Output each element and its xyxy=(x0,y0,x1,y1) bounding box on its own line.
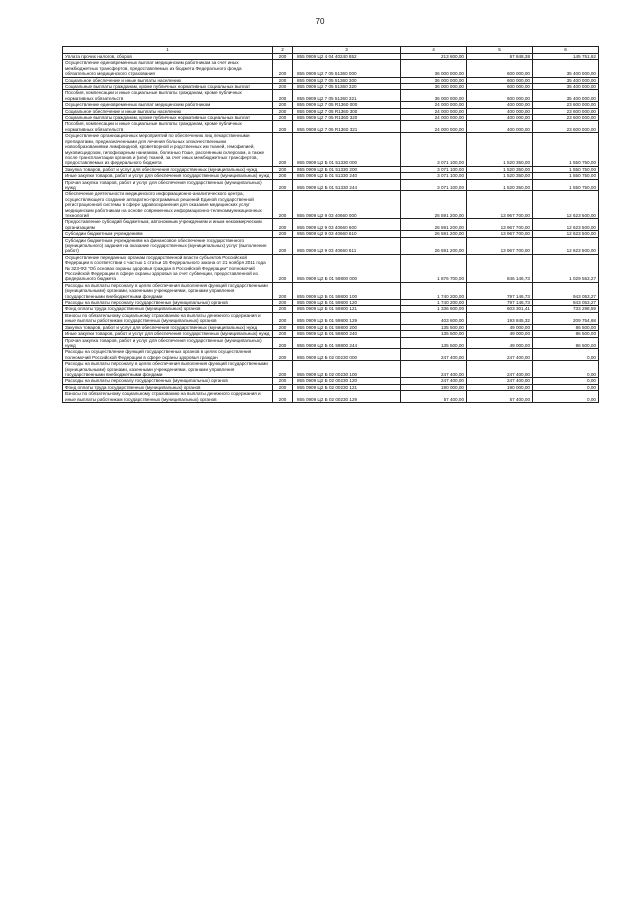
budget-code-cell: 855 0909 Ц2 Б 01 59800 244 xyxy=(293,337,401,349)
amount-cell: 23 600 000,00 xyxy=(533,115,599,121)
budget-code-cell: 855 0909 Ц2 7 05 51360 300 xyxy=(293,77,401,83)
group-code-cell: 200 xyxy=(273,77,293,83)
table-row xyxy=(63,102,599,108)
group-code-cell: 200 xyxy=(273,84,293,90)
group-code-cell: 200 xyxy=(273,384,293,390)
amount-cell: 3 071 100,00 xyxy=(401,166,467,172)
table-row xyxy=(63,349,599,361)
amount-cell: 3 071 100,00 xyxy=(401,173,467,179)
amount-cell: 400 000,00 xyxy=(467,121,533,133)
group-code-cell: 200 xyxy=(273,231,293,237)
expense-name-cell: Фонд оплаты труда государственных (муниципальных) органов xyxy=(63,384,273,390)
amount-cell: 13 967 700,00 xyxy=(467,231,533,237)
amount-cell: 12 623 500,00 xyxy=(533,231,599,237)
amount-cell: 35 400 000,00 xyxy=(533,90,599,102)
budget-code-cell: 855 0909 Ц2 Б 01 51330 240 xyxy=(293,173,401,179)
expense-name-cell: Социальные выплаты гражданам, кроме публичных нормативных социальных выплат xyxy=(63,115,273,121)
amount-cell: 603 301,41 xyxy=(467,306,533,312)
budget-code-cell: 855 0909 Ц2 7 05 R1360 300 xyxy=(293,108,401,114)
group-code-cell: 200 xyxy=(273,306,293,312)
column-number: 4 xyxy=(401,47,467,54)
amount-cell: 600 000,00 xyxy=(467,90,533,102)
amount-cell: 23 600 000,00 xyxy=(533,102,599,108)
amount-cell: 0,00 xyxy=(533,391,599,403)
amount-cell: 135 500,00 xyxy=(401,337,467,349)
amount-cell: 1 876 700,00 xyxy=(401,254,467,282)
budget-table-body xyxy=(63,47,599,403)
amount-cell: 400 000,00 xyxy=(467,108,533,114)
expense-name-cell: Субсидии бюджетным учреждениям на финансовое обеспечение государственного (муниципального) задания на оказание государственных (муниципальных) услуг (выполнение работ) xyxy=(63,237,273,254)
budget-code-cell: 855 0909 Ц2 7 05 51360 321 xyxy=(293,90,401,102)
amount-cell: 86 500,00 xyxy=(533,324,599,330)
budget-code-cell: 855 0909 Ц2 7 05 R1360 320 xyxy=(293,115,401,121)
table-row xyxy=(63,90,599,102)
amount-cell: 0,00 xyxy=(533,384,599,390)
amount-cell: 247 400,00 xyxy=(467,361,533,378)
amount-cell: 1 740 200,00 xyxy=(401,282,467,299)
amount-cell: 12 623 500,00 xyxy=(533,237,599,254)
budget-code-cell: 855 0909 Ц2 Б 01 59800 100 xyxy=(293,282,401,299)
budget-table xyxy=(62,46,599,403)
table-row xyxy=(63,282,599,299)
amount-cell: 135 500,00 xyxy=(401,331,467,337)
amount-cell: 400 000,00 xyxy=(467,115,533,121)
budget-code-cell: 855 0909 Ц2 7 05 51360 000 xyxy=(293,60,401,77)
amount-cell: 1 520 350,00 xyxy=(467,133,533,166)
group-code-cell: 200 xyxy=(273,237,293,254)
expense-name-cell: Взносы по обязательному социальному страхованию на выплаты денежного содержания и иные выплаты работникам государственных (муниципальных) органов xyxy=(63,391,273,403)
column-number: 2 xyxy=(273,47,293,54)
expense-name-cell: Социальное обеспечение и иные выплаты населению xyxy=(63,108,273,114)
budget-code-cell: 855 0909 Ц2 Б 02 00230 129 xyxy=(293,391,401,403)
amount-cell: 600 000,00 xyxy=(467,77,533,83)
group-code-cell: 200 xyxy=(273,166,293,172)
amount-cell: 12 623 500,00 xyxy=(533,191,599,219)
amount-cell: 943 053,27 xyxy=(533,300,599,306)
table-row xyxy=(63,378,599,384)
amount-cell: 57 400,00 xyxy=(467,391,533,403)
expense-name-cell: Расходы на осуществление функций государственных органов в целях осуществления полномочий Российской Федерации в сфере охраны здоровья граждан xyxy=(63,349,273,361)
expense-name-cell: Прочая закупка товаров, работ и услуг для обеспечения государственных (муниципальных) нужд xyxy=(63,179,273,191)
group-code-cell: 200 xyxy=(273,90,293,102)
budget-code-cell: 855 0909 Ц2 9 03 40660 611 xyxy=(293,237,401,254)
group-code-cell: 200 xyxy=(273,108,293,114)
group-code-cell: 200 xyxy=(273,60,293,77)
amount-cell: 145 751,62 xyxy=(533,54,599,60)
amount-cell: 1 550 750,00 xyxy=(533,179,599,191)
budget-code-cell: 855 0909 Ц2 Б 02 00230 100 xyxy=(293,361,401,378)
group-code-cell: 200 xyxy=(273,361,293,378)
table-row xyxy=(63,108,599,114)
expense-name-cell: Иные закупки товаров, работ и услуг для обеспечения государственных (муниципальных) нужд xyxy=(63,331,273,337)
budget-code-cell: 855 0909 Ц2 9 03 40660 610 xyxy=(293,231,401,237)
table-row xyxy=(63,173,599,179)
amount-cell: 943 053,27 xyxy=(533,282,599,299)
expense-name-cell: Расходы на выплаты персоналу в целях обеспечения выполнения функций государственными (муниципальными) органами, казенными учреждениями, органами управления государственными внебюджетными фондами xyxy=(63,282,273,299)
table-row xyxy=(63,254,599,282)
amount-cell: 26 591 200,00 xyxy=(401,231,467,237)
table-row xyxy=(63,391,599,403)
group-code-cell: 200 xyxy=(273,102,293,108)
amount-cell: 35 400 000,00 xyxy=(533,60,599,77)
budget-code-cell: 855 0909 Ц2 Б 01 51330 200 xyxy=(293,166,401,172)
group-code-cell: 200 xyxy=(273,331,293,337)
table-row xyxy=(63,324,599,330)
amount-cell: 49 000,00 xyxy=(467,324,533,330)
budget-code-cell: 855 0909 Ц2 Б 02 00230 121 xyxy=(293,384,401,390)
amount-cell: 12 623 500,00 xyxy=(533,219,599,231)
amount-cell: 24 000 000,00 xyxy=(401,115,467,121)
amount-cell: 190 000,00 xyxy=(467,384,533,390)
group-code-cell: 200 xyxy=(273,133,293,166)
amount-cell: 13 967 700,00 xyxy=(467,219,533,231)
table-row xyxy=(63,121,599,133)
amount-cell: 1 550 750,00 xyxy=(533,133,599,166)
amount-cell: 193 845,32 xyxy=(467,312,533,324)
amount-cell: 1 520 350,00 xyxy=(467,173,533,179)
table-row xyxy=(63,300,599,306)
table-row xyxy=(63,179,599,191)
amount-cell: 400 000,00 xyxy=(467,102,533,108)
expense-name-cell: Предоставление субсидий бюджетным, автономным учреждениям и иным некоммерческим организациям xyxy=(63,219,273,231)
budget-code-cell: 855 0909 Ц2 Б 01 59800 200 xyxy=(293,324,401,330)
table-row xyxy=(63,166,599,172)
amount-cell: 247 400,00 xyxy=(401,378,467,384)
amount-cell: 36 000 000,00 xyxy=(401,90,467,102)
budget-code-cell: 855 0909 Ц2 Б 01 59800 000 xyxy=(293,254,401,282)
expense-name-cell: Закупка товаров, работ и услуг для обеспечения государственных (муниципальных) нужд xyxy=(63,324,273,330)
amount-cell: 35 400 000,00 xyxy=(533,77,599,83)
amount-cell: 36 000 000,00 xyxy=(401,60,467,77)
group-code-cell: 200 xyxy=(273,391,293,403)
amount-cell: 49 000,00 xyxy=(467,337,533,349)
expense-name-cell: Прочая закупка товаров, работ и услуг для обеспечения государственных (муниципальных) нужд xyxy=(63,337,273,349)
amount-cell: 36 000 000,00 xyxy=(401,84,467,90)
expense-name-cell: Осуществление переданных органам государственной власти субъектов Российской Федерации в соответствии с частью 1 статьи 15 Федерального закона от 21 ноября 2011 года № 323-ФЗ "Об основах охраны здоровья граждан в Российской Федерации" полномочий Российской Федерации в сфере охраны здоровья за счет субвенции, предоставленной из федерального бюджета xyxy=(63,254,273,282)
amount-cell: 3 071 100,00 xyxy=(401,133,467,166)
group-code-cell: 200 xyxy=(273,54,293,60)
amount-cell: 13 967 700,00 xyxy=(467,237,533,254)
page-number: 70 xyxy=(315,17,325,26)
amount-cell: 1 520 350,00 xyxy=(467,166,533,172)
amount-cell: 26 591 200,00 xyxy=(401,237,467,254)
group-code-cell: 200 xyxy=(273,179,293,191)
amount-cell: 403 600,00 xyxy=(401,312,467,324)
group-code-cell: 200 xyxy=(273,173,293,179)
expense-name-cell: Социальные выплаты гражданам, кроме публичных нормативных социальных выплат xyxy=(63,84,273,90)
group-code-cell: 200 xyxy=(273,115,293,121)
budget-code-cell: 855 0909 Ц2 Б 01 59800 129 xyxy=(293,312,401,324)
amount-cell: 26 591 200,00 xyxy=(401,191,467,219)
column-number: 6 xyxy=(533,47,599,54)
expense-name-cell: Осуществление единовременных выплат медицинским работникам xyxy=(63,102,273,108)
expense-name-cell: Пособия, компенсации и иные социальные выплаты гражданам, кроме публичных нормативных обязательств xyxy=(63,90,273,102)
table-row xyxy=(63,312,599,324)
amount-cell: 1 550 750,00 xyxy=(533,173,599,179)
amount-cell: 247 400,00 xyxy=(401,361,467,378)
amount-cell: 57 400,00 xyxy=(401,391,467,403)
amount-cell: 36 000 000,00 xyxy=(401,77,467,83)
group-code-cell: 200 xyxy=(273,219,293,231)
expense-name-cell: Фонд оплаты труда государственных (муниципальных) органов xyxy=(63,306,273,312)
amount-cell: 1 550 750,00 xyxy=(533,166,599,172)
expense-name-cell: Субсидии бюджетным учреждениям xyxy=(63,231,273,237)
budget-code-cell: 855 0909 Ц2 9 03 40660 600 xyxy=(293,219,401,231)
amount-cell: 1 029 553,27 xyxy=(533,254,599,282)
amount-cell: 24 000 000,00 xyxy=(401,102,467,108)
amount-cell: 49 000,00 xyxy=(467,331,533,337)
table-row xyxy=(63,219,599,231)
amount-cell: 86 500,00 xyxy=(533,331,599,337)
expense-name-cell: Расходы на выплаты персоналу в целях обеспечения выполнения функций государственными (муниципальными) органами, казенными учреждениями, органами управления государственными внебюджетными фондами xyxy=(63,361,273,378)
table-row xyxy=(63,77,599,83)
budget-code-cell: 855 0909 Ц2 7 05 R1360 321 xyxy=(293,121,401,133)
amount-cell: 247 400,00 xyxy=(467,349,533,361)
expense-name-cell: Пособия, компенсации и иные социальные выплаты гражданам, кроме публичных нормативных обязательств xyxy=(63,121,273,133)
column-number: 1 xyxy=(63,47,273,54)
amount-cell: 600 000,00 xyxy=(467,60,533,77)
group-code-cell: 200 xyxy=(273,282,293,299)
table-row xyxy=(63,361,599,378)
amount-cell: 13 967 700,00 xyxy=(467,191,533,219)
amount-cell: 1 520 350,00 xyxy=(467,179,533,191)
budget-code-cell: 855 0909 Ц2 9 03 40660 000 xyxy=(293,191,401,219)
expense-name-cell: Социальное обеспечение и иные выплаты населению xyxy=(63,77,273,83)
group-code-cell: 200 xyxy=(273,121,293,133)
table-row xyxy=(63,115,599,121)
amount-cell: 600 000,00 xyxy=(467,84,533,90)
amount-cell: 1 336 600,00 xyxy=(401,306,467,312)
budget-code-cell: 855 0909 Ц2 7 05 51360 320 xyxy=(293,84,401,90)
amount-cell: 35 400 000,00 xyxy=(533,84,599,90)
amount-cell: 67 848,38 xyxy=(467,54,533,60)
budget-code-cell: 855 0909 Ц2 Б 01 59800 121 xyxy=(293,306,401,312)
amount-cell: 846 146,73 xyxy=(467,254,533,282)
budget-code-cell: 855 0909 Ц2 Б 01 59800 120 xyxy=(293,300,401,306)
amount-cell: 0,00 xyxy=(533,361,599,378)
amount-cell: 209 754,68 xyxy=(533,312,599,324)
amount-cell: 190 000,00 xyxy=(401,384,467,390)
table-row xyxy=(63,331,599,337)
amount-cell: 23 600 000,00 xyxy=(533,121,599,133)
group-code-cell: 200 xyxy=(273,312,293,324)
group-code-cell: 200 xyxy=(273,337,293,349)
expense-name-cell: Расходы на выплаты персоналу государственных (муниципальных) органов xyxy=(63,300,273,306)
expense-name-cell: Расходы на выплаты персоналу государственных (муниципальных) органов xyxy=(63,378,273,384)
budget-code-cell: 855 0909 Ц2 Б 01 51330 244 xyxy=(293,179,401,191)
expense-name-cell: Уплата прочих налогов, сборов xyxy=(63,54,273,60)
group-code-cell: 200 xyxy=(273,300,293,306)
amount-cell: 24 000 000,00 xyxy=(401,121,467,133)
group-code-cell: 200 xyxy=(273,378,293,384)
table-row xyxy=(63,384,599,390)
table-row xyxy=(63,237,599,254)
budget-code-cell: 855 0909 Ц2 Б 01 59800 240 xyxy=(293,331,401,337)
amount-cell: 135 500,00 xyxy=(401,324,467,330)
table-row xyxy=(63,133,599,166)
amount-cell: 213 600,00 xyxy=(401,54,467,60)
column-number: 5 xyxy=(467,47,533,54)
table-row xyxy=(63,191,599,219)
table-row xyxy=(63,337,599,349)
amount-cell: 3 071 100,00 xyxy=(401,179,467,191)
expense-name-cell: Осуществление единовременных выплат медицинским работникам за счет иных межбюджетных трансфертов, предоставляемых из бюджета Федерального фонда обязательного медицинского страхования xyxy=(63,60,273,77)
expense-name-cell: Закупка товаров, работ и услуг для обеспечения государственных (муниципальных) нужд xyxy=(63,166,273,172)
amount-cell: 733 298,59 xyxy=(533,306,599,312)
expense-name-cell: Обеспечение деятельности медицинского информационно-аналитического центра, осуществляющего создание аппаратно-программных решений Единой государственной регистрационной системы в сфере здравоохранения для оказания медицинских услуг медицинским работникам на основе современных информационно-телекоммуникационных технологий xyxy=(63,191,273,219)
expense-name-cell: Осуществление организационных мероприятий по обеспечению лиц лекарственными препаратами, предназначенными для лечения больных злокачественными новообразованиями лимфоидной, кроветворной и родственных им тканей, гемофилией, муковисцидозом, гипофизарным нанизмом, болезнью Гоше, рассеянным склерозом, а также после трансплантации органов и (или) тканей, за счет иных межбюджетных трансфертов, предоставляемых из федерального бюджета xyxy=(63,133,273,166)
column-number-row xyxy=(63,47,599,54)
table-row xyxy=(63,84,599,90)
budget-code-cell: 855 0909 Ц2 Б 01 51330 000 xyxy=(293,133,401,166)
expense-name-cell: Взносы по обязательному социальному страхованию на выплаты денежного содержания и иные выплаты работникам государственных (муниципальных) органов xyxy=(63,312,273,324)
amount-cell: 23 600 000,00 xyxy=(533,108,599,114)
amount-cell: 26 591 200,00 xyxy=(401,219,467,231)
column-number: 3 xyxy=(293,47,401,54)
table-row xyxy=(63,306,599,312)
amount-cell: 24 000 000,00 xyxy=(401,108,467,114)
amount-cell: 1 740 200,00 xyxy=(401,300,467,306)
group-code-cell: 200 xyxy=(273,191,293,219)
amount-cell: 247 400,00 xyxy=(467,378,533,384)
budget-code-cell: 855 0909 Ц2 4 04 40240 852 xyxy=(293,54,401,60)
amount-cell: 247 400,00 xyxy=(401,349,467,361)
table-row xyxy=(63,60,599,77)
budget-code-cell: 855 0909 Ц2 7 05 R1360 000 xyxy=(293,102,401,108)
amount-cell: 0,00 xyxy=(533,349,599,361)
amount-cell: 0,00 xyxy=(533,378,599,384)
budget-code-cell: 855 0909 Ц2 Б 02 00230 120 xyxy=(293,378,401,384)
amount-cell: 86 500,00 xyxy=(533,337,599,349)
amount-cell: 797 146,73 xyxy=(467,282,533,299)
group-code-cell: 200 xyxy=(273,254,293,282)
expense-name-cell: Иные закупки товаров, работ и услуг для обеспечения государственных (муниципальных) нужд xyxy=(63,173,273,179)
amount-cell: 797 146,73 xyxy=(467,300,533,306)
group-code-cell: 200 xyxy=(273,324,293,330)
group-code-cell: 200 xyxy=(273,349,293,361)
budget-code-cell: 855 0909 Ц2 Б 02 00230 000 xyxy=(293,349,401,361)
